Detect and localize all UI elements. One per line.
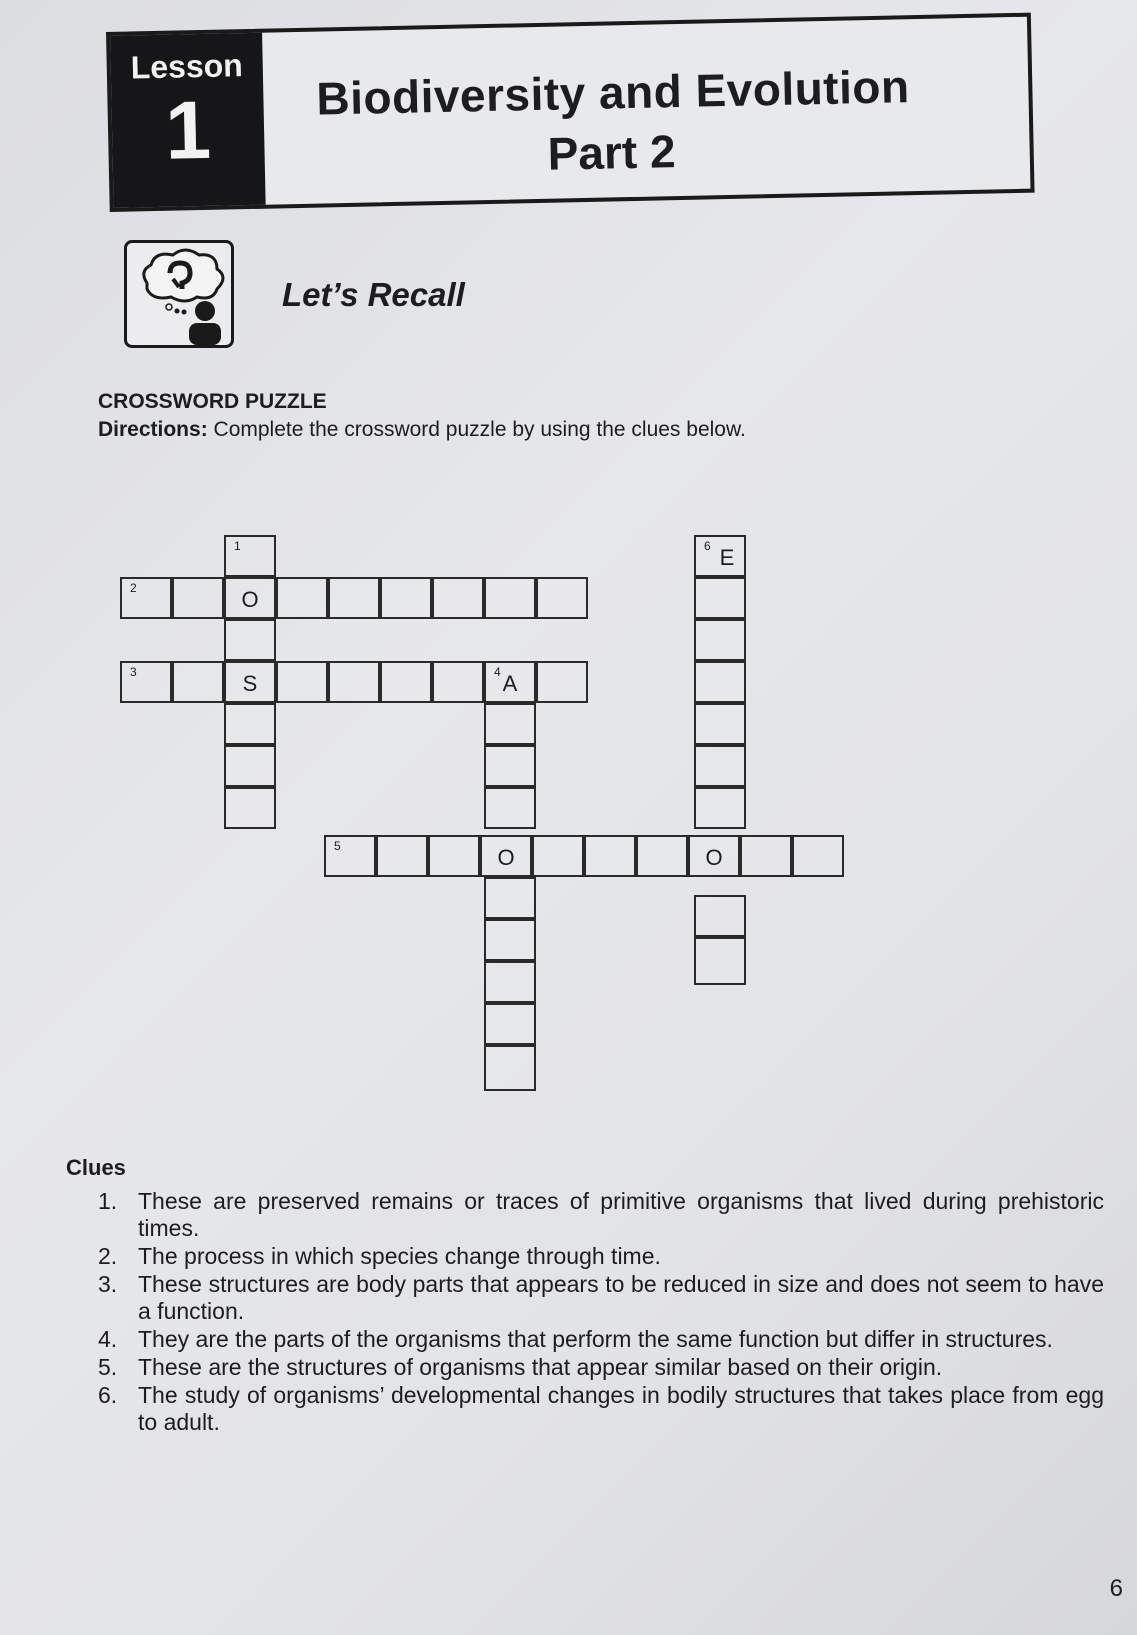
clue-item <box>98 1188 1104 1242</box>
crossword-cell[interactable] <box>694 577 746 619</box>
directions-label: Directions: <box>98 418 208 441</box>
clue-item-number: 2. <box>98 1243 118 1269</box>
lesson-subtitle: Part 2 <box>547 125 677 180</box>
lesson-badge <box>110 33 266 208</box>
cell-letter: S <box>242 671 258 696</box>
crossword-cell[interactable] <box>688 835 740 877</box>
crossword-cell[interactable] <box>324 835 376 877</box>
crossword-cell[interactable] <box>276 661 328 703</box>
thinking-person-question-icon <box>124 240 234 348</box>
crossword-cell[interactable] <box>380 661 432 703</box>
crossword-cell[interactable] <box>224 535 276 577</box>
crossword-cell[interactable] <box>484 919 536 961</box>
clue-number: 4 <box>494 665 501 679</box>
crossword-heading: CROSSWORD PUZZLE <box>98 390 327 413</box>
clue-list <box>98 1188 1104 1437</box>
lesson-label: Lesson <box>130 47 244 86</box>
crossword-cell[interactable] <box>224 661 276 703</box>
crossword-cell[interactable] <box>484 745 536 787</box>
clue-item <box>98 1271 1104 1325</box>
clue-item-number: 6. <box>98 1382 118 1408</box>
crossword-cell[interactable] <box>536 661 588 703</box>
crossword-cell[interactable] <box>484 877 536 919</box>
cell-letter: A <box>502 671 518 696</box>
crossword-cell[interactable] <box>480 835 532 877</box>
clue-item-number: 3. <box>98 1271 118 1297</box>
clues-heading: Clues <box>66 1155 126 1180</box>
crossword-cell[interactable] <box>536 577 588 619</box>
crossword-cell[interactable] <box>484 703 536 745</box>
cell-letter: O <box>497 845 515 870</box>
crossword-cell[interactable] <box>740 835 792 877</box>
crossword-cell[interactable] <box>428 835 480 877</box>
crossword-cell[interactable] <box>328 661 380 703</box>
crossword-cell[interactable] <box>120 577 172 619</box>
cell-letter: O <box>241 587 259 612</box>
clue-number: 2 <box>130 581 137 595</box>
clue-number: 3 <box>130 665 137 679</box>
crossword-cell[interactable] <box>694 661 746 703</box>
directions-text: Complete the crossword puzzle by using the clues below. <box>213 418 746 441</box>
crossword-cell[interactable] <box>120 661 172 703</box>
clue-number: 5 <box>334 839 341 853</box>
crossword-cell[interactable] <box>172 661 224 703</box>
crossword-cell[interactable] <box>484 1003 536 1045</box>
crossword-cell[interactable] <box>224 703 276 745</box>
clue-text: They are the parts of the organisms that perform the same function but differ in structures. <box>138 1326 1053 1352</box>
lesson-number: 1 <box>164 84 212 177</box>
cell-letter: E <box>719 545 735 570</box>
section-title: Let’s Recall <box>282 276 465 313</box>
directions <box>98 418 746 442</box>
crossword-cell[interactable] <box>328 577 380 619</box>
crossword-cell[interactable] <box>276 577 328 619</box>
clue-text: These are preserved remains or traces of primitive organisms that lived during prehistoric times. <box>138 1188 1104 1241</box>
crossword-cell[interactable] <box>694 619 746 661</box>
clue-text: The study of organisms’ developmental changes in bodily structures that takes place from egg to adult. <box>138 1382 1104 1435</box>
crossword-cell[interactable] <box>694 895 746 937</box>
crossword-cell[interactable] <box>694 703 746 745</box>
clue-item <box>98 1382 1104 1436</box>
lesson-header <box>106 13 1035 212</box>
crossword-cell[interactable] <box>694 937 746 985</box>
crossword-cell[interactable] <box>224 745 276 787</box>
lesson-title: Biodiversity and Evolution <box>315 60 911 125</box>
crossword-cell[interactable] <box>432 661 484 703</box>
crossword-cell[interactable] <box>694 745 746 787</box>
crossword-cell[interactable] <box>532 835 584 877</box>
crossword-cell[interactable] <box>484 1045 536 1091</box>
crossword-cell[interactable] <box>432 577 484 619</box>
clue-item-number: 5. <box>98 1354 118 1380</box>
clue-number: 1 <box>234 539 241 553</box>
page-number: 6 <box>1109 1575 1123 1602</box>
clue-item-number: 1. <box>98 1188 118 1214</box>
clue-item <box>98 1243 1104 1270</box>
crossword-cell[interactable] <box>792 835 844 877</box>
crossword-cell[interactable] <box>172 577 224 619</box>
clue-item <box>98 1326 1104 1353</box>
clue-text: The process in which species change through time. <box>138 1243 661 1269</box>
crossword-cell[interactable] <box>380 577 432 619</box>
clue-text: These are the structures of organisms that appear similar based on their origin. <box>138 1354 943 1380</box>
crossword-cell[interactable] <box>484 661 536 703</box>
crossword-cell[interactable] <box>224 619 276 661</box>
crossword-cell[interactable] <box>636 835 688 877</box>
clue-item-number: 4. <box>98 1326 118 1352</box>
crossword-cell[interactable] <box>376 835 428 877</box>
crossword-cell[interactable] <box>584 835 636 877</box>
crossword-cell[interactable] <box>224 787 276 829</box>
crossword-cell[interactable] <box>694 787 746 829</box>
crossword-cell[interactable] <box>484 577 536 619</box>
clue-item <box>98 1354 1104 1381</box>
crossword-cell[interactable] <box>484 961 536 1003</box>
clue-number: 6 <box>704 539 711 553</box>
crossword-cell[interactable] <box>224 577 276 619</box>
clue-text: These structures are body parts that appears to be reduced in size and does not seem to have a function. <box>138 1271 1104 1324</box>
cell-letter: O <box>705 845 723 870</box>
crossword-cell[interactable] <box>694 535 746 577</box>
crossword-cell[interactable] <box>484 787 536 829</box>
